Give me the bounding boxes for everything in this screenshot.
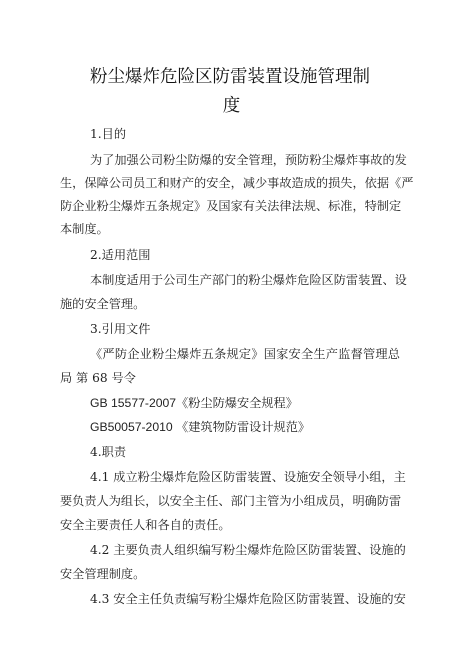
reference-line: GB 15577-2007《粉尘防爆安全规程》 xyxy=(90,396,298,410)
paragraph-line: 4.3 安全主任负责编写粉尘爆炸危险区防雷装置、设施的安 xyxy=(90,592,406,606)
paragraph-line: 为了加强公司粉尘防爆的安全管理，预防粉尘爆炸事故的发 xyxy=(90,153,407,167)
reference-line: 《严防企业粉尘爆炸五条规定》国家安全生产监督管理总 xyxy=(90,347,400,361)
document-title-line1: 粉尘爆炸危险区防雷装置设施管理制 xyxy=(90,67,370,87)
reference-line: 局 第 68 号令 xyxy=(60,371,136,385)
paragraph-line: 要负责人为组长，以安全主任、部门主管为小组成员，明确防雷 xyxy=(60,494,402,508)
section-heading-responsibilities: 4.职责 xyxy=(90,445,127,459)
paragraph-line: 本制度。 xyxy=(60,222,109,236)
paragraph-line: 生，保障公司员工和财产的安全，减少事故造成的损失，依据《严 xyxy=(60,176,414,190)
paragraph-line: 安全主要责任人和各自的责任。 xyxy=(60,518,231,532)
section-heading-purpose: 1.目的 xyxy=(90,127,127,141)
section-heading-scope: 2.适用范围 xyxy=(90,248,151,262)
document-title-line2: 度 xyxy=(222,96,241,116)
paragraph-line: 4.1 成立粉尘爆炸危险区防雷装置、设施安全领导小组，主 xyxy=(90,470,406,484)
paragraph-line: 本制度适用于公司生产部门的粉尘爆炸危险区防雷装置、设 xyxy=(90,273,407,287)
paragraph-line: 防企业粉尘爆炸五条规定》及国家有关法律法规、标准，特制定 xyxy=(60,199,402,213)
reference-line: GB50057-2010 《建筑物防雷设计规范》 xyxy=(90,420,311,434)
paragraph-line: 安全管理制度。 xyxy=(60,567,146,581)
section-heading-references: 3.引用文件 xyxy=(90,322,151,336)
paragraph-line: 施的安全管理。 xyxy=(60,297,146,311)
paragraph-line: 4.2 主要负责人组织编写粉尘爆炸危险区防雷装置、设施的 xyxy=(90,543,406,557)
